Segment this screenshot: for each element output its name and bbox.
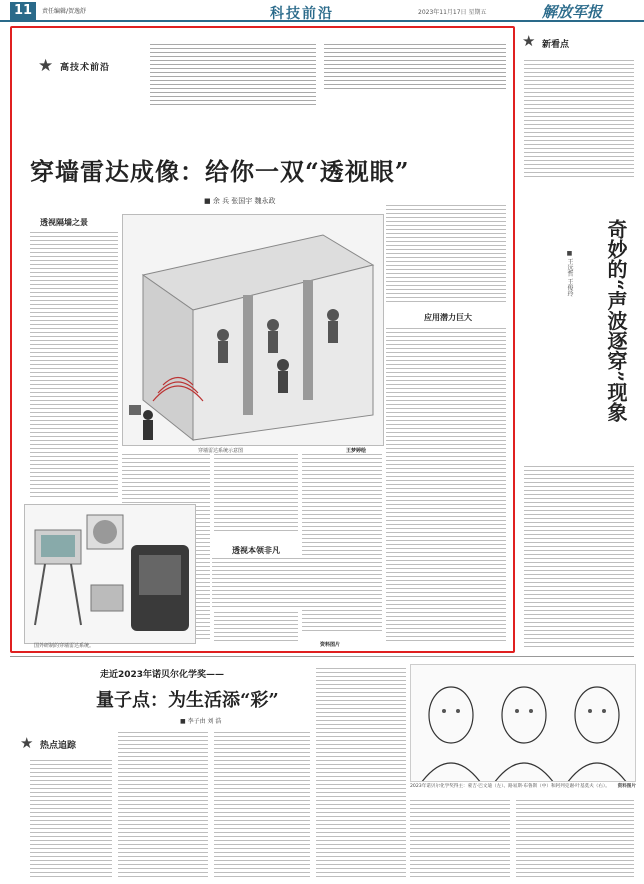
editor-credit: 责任编辑/贺逸舒 [42,8,87,15]
portrait-caption [410,784,636,790]
article-column-2b [214,454,298,534]
article-column-2c [302,454,382,634]
section-title: 科技前沿 [270,6,334,22]
portrait-caption-text: 2023年诺贝尔化学奖得主：蒙吉·巴文迪（左）、路易斯·布鲁斯（中）和阿列克谢·叶基莫夫（右）。 [410,784,610,789]
subhead-see-through-walls: 透视隔墙之景 [40,218,88,227]
star-icon: ★ [38,56,54,76]
illustration-caption: 穿墙雷达系统示意图 [198,448,244,454]
article-column-3b [386,328,506,644]
page-number: 11 [10,2,36,20]
star-icon: ★ [522,32,536,50]
radar-device-drawing [25,505,196,644]
star-icon: ★ [20,734,34,752]
subhead-application-potential: 应用潜力巨大 [424,313,472,322]
article-column-2e [214,612,298,642]
bottom-column-logo [20,734,130,758]
right-column-body [524,466,634,650]
feature-headline: 穿墙雷达成像：给你一双“透视眼” [30,157,410,186]
article-column-2d [212,558,306,608]
section-divider [10,656,634,657]
feature-intro-text-right [324,44,506,90]
portrait-credit: 资料图片 [617,784,636,789]
feature-intro-text-left [150,44,316,106]
right-column-author: ■ 王远哲 王俊玲 [566,250,573,297]
bottom-column-2 [118,732,208,878]
feature-column-label: 高技术前沿 [60,63,111,73]
right-column-label: 新看点 [542,40,570,50]
feature-byline: ■ 余 兵 张国宇 魏永政 [204,197,276,205]
bottom-column-1 [30,760,112,878]
nobel-laureates-portraits [410,664,636,782]
bottom-column-5 [410,800,510,878]
radar-device-photo [24,504,196,644]
bottom-column-3 [214,732,310,878]
bottom-byline: ■ 李子由 刘 浩 [180,718,222,725]
laureates-drawing [411,665,636,782]
right-column-logo [520,30,638,60]
bottom-column-4 [316,668,406,878]
radar-scene-drawing [123,215,384,446]
subhead-see-through-ability: 透视本领非凡 [232,546,280,555]
right-column-title: 奇妙的“声波逐穿”现象 [604,219,628,423]
article-column-3a [386,205,506,303]
bottom-headline: 量子点：为生活添“彩” [96,690,279,711]
article-column-1 [30,232,118,498]
page-header [0,0,644,22]
masthead-logo: 解放军报 [542,3,603,21]
bottom-kicker: 走近2023年诺贝尔化学奖—— [100,670,225,680]
device-photo-credit: 资料图片 [320,642,341,648]
bottom-column-label: 热点追踪 [40,741,77,751]
issue-date: 2023年11月17日 星期五 [418,9,487,16]
feature-column-logo [38,56,148,78]
radar-illustration [122,214,384,446]
bottom-column-6 [516,800,634,878]
right-column-intro [524,60,634,178]
device-photo-caption: 国外研制的穿墙雷达系统。 [34,643,95,649]
illustration-credit: 王梦婷绘 [346,448,367,454]
